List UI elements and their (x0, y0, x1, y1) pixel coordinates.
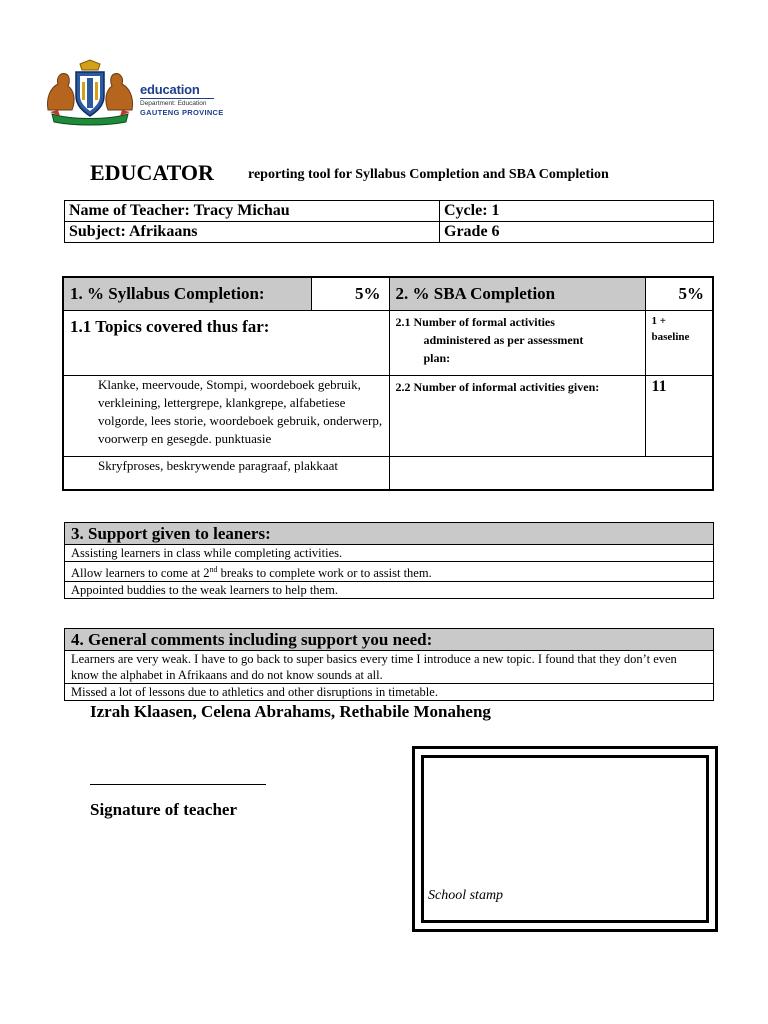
teacher-name: Name of Teacher: Tracy Michau (65, 201, 440, 222)
logo-department: Department: Education (140, 100, 207, 107)
support-title: 3. Support given to leaners: (65, 523, 714, 545)
support-item: Appointed buddies to the weak learners to help them. (65, 582, 714, 599)
coat-of-arms-icon (42, 58, 138, 126)
table-row (63, 457, 713, 491)
topics-label: 1.1 Topics covered thus far: (63, 311, 389, 376)
gauteng-education-logo (42, 58, 227, 126)
support-item (65, 562, 714, 582)
table-row (65, 523, 714, 545)
comments-title: 4. General comments including support you need: (65, 629, 714, 651)
informal-activities-label: 2.2 Number of informal activities given: (389, 376, 645, 457)
informal-activities-value: 11 (645, 376, 713, 457)
table-row (63, 376, 713, 457)
comments-table (64, 628, 714, 701)
table-row (65, 684, 714, 701)
syllabus-completion-label: 1. % Syllabus Completion: (63, 277, 311, 311)
school-stamp-box (412, 746, 718, 932)
table-row (65, 562, 714, 582)
empty-cell (389, 457, 713, 491)
logo-province: GAUTENG PROVINCE (140, 108, 224, 117)
formal-label-line: plan: (423, 351, 451, 365)
formal-label-line: administered as per assessment (423, 333, 584, 347)
table-row (65, 222, 714, 243)
table-row (63, 277, 713, 311)
school-stamp-label: School stamp (428, 888, 504, 903)
sba-completion-label: 2. % SBA Completion (389, 277, 645, 311)
school-stamp-inner-border (421, 755, 709, 923)
table-row (65, 201, 714, 222)
table-row (65, 629, 714, 651)
comment-item: Learners are very weak. I have to go back to super basics every time I introduce a new topic. I found that they don’t even know the alphabet in Afrikaans and do not know sounds at all. (65, 651, 714, 684)
support-item-text: breaks to complete work or to assist them. (217, 566, 432, 581)
support-item-text: Allow learners to come at 2 (71, 566, 210, 581)
logo-brand: education (140, 82, 200, 97)
formal-activities-label (389, 311, 645, 376)
formal-activities-value (645, 311, 713, 376)
table-row (65, 651, 714, 684)
table-row (65, 582, 714, 599)
cycle: Cycle: 1 (440, 201, 714, 222)
page-subtitle: reporting tool for Syllabus Completion and SBA Completion (248, 167, 609, 182)
topics-list: Klanke, meervoude, Stompi, woordeboek gebruik, verkleining, lettergrepe, klankgrepe, alfabetiese volgorde, lees storie, woordeboek gebruik, onderwerp, voorwerp en gesegde. punktuasie (63, 376, 389, 457)
support-table (64, 522, 714, 599)
completion-table (62, 276, 714, 491)
topics-list: Skryfproses, beskrywende paragraaf, plakkaat (63, 457, 389, 491)
table-row (63, 311, 713, 376)
support-item-sup: nd (209, 565, 218, 574)
page-title: EDUCATOR (90, 160, 214, 185)
grade: Grade 6 (440, 222, 714, 243)
logo-rule (140, 98, 214, 99)
syllabus-completion-value: 5% (311, 277, 389, 311)
learner-names: Izrah Klaasen, Celena Abrahams, Rethabile Monaheng (90, 702, 491, 721)
table-row (65, 545, 714, 562)
formal-value-line: baseline (651, 331, 690, 343)
formal-value-line: 1 + (651, 315, 667, 327)
teacher-info-table (64, 200, 714, 243)
signature-label: Signature of teacher (90, 800, 237, 819)
subject: Subject: Afrikaans (65, 222, 440, 243)
support-item: Assisting learners in class while completing activities. (65, 545, 714, 562)
signature-line (90, 784, 266, 785)
formal-label-line: 2.1 Number of formal activities (395, 315, 555, 329)
sba-completion-value: 5% (645, 277, 713, 311)
comment-item: Missed a lot of lessons due to athletics and other disruptions in timetable. (65, 684, 714, 701)
